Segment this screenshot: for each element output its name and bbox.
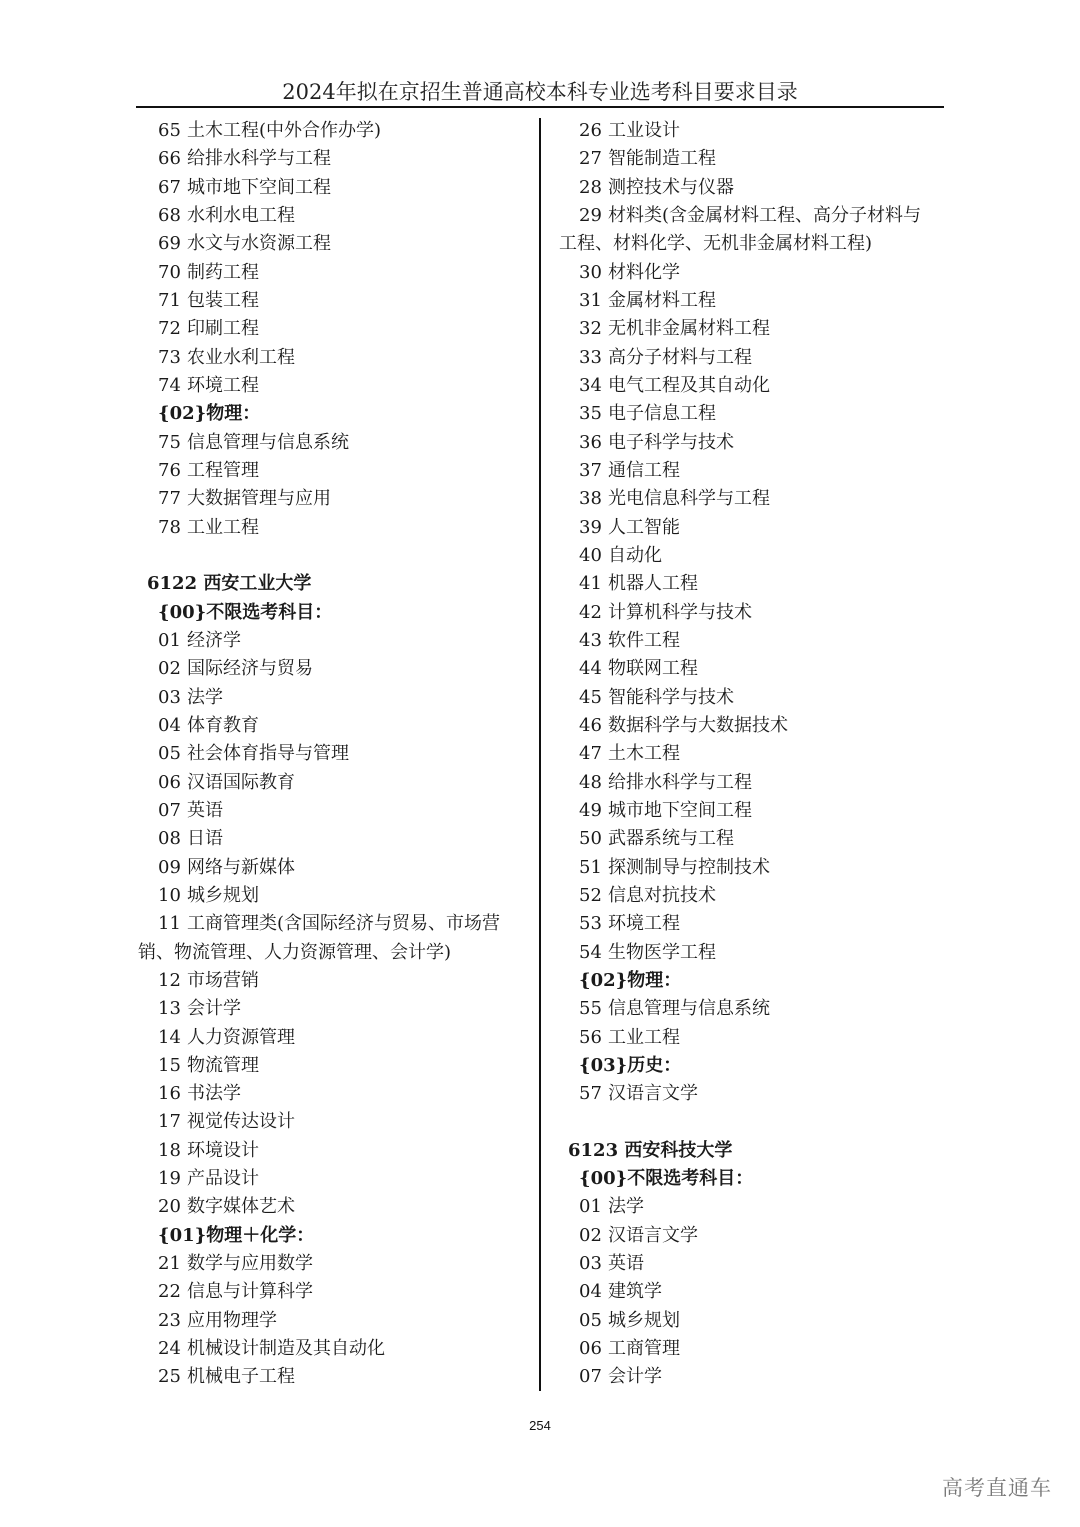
column-divider	[539, 118, 541, 1391]
major-code: 01	[158, 629, 181, 651]
major-code: 40	[579, 544, 602, 566]
major-code: 33	[579, 346, 602, 368]
major-code: 05	[579, 1309, 602, 1331]
major-item	[138, 627, 536, 655]
major-name: 信息与计算科学	[187, 1281, 313, 1303]
major-item	[559, 485, 949, 513]
major-code: 28	[579, 176, 602, 198]
major-code: 47	[579, 743, 602, 765]
major-name: 工业工程	[187, 516, 259, 538]
major-item	[559, 259, 949, 287]
major-item	[559, 315, 949, 343]
major-item	[559, 655, 949, 683]
major-code: 35	[579, 403, 602, 425]
left-column	[138, 117, 536, 1392]
major-item	[559, 1193, 949, 1221]
major-code: 19	[158, 1168, 181, 1190]
major-item	[559, 1250, 949, 1278]
major-name: 汉语言文学	[608, 1224, 698, 1246]
major-name: 农业水利工程	[187, 346, 295, 368]
major-name: 数据科学与大数据技术	[608, 714, 788, 736]
major-item	[559, 854, 949, 882]
major-name: 体育教育	[187, 714, 259, 736]
subject-requirement-heading: {00}不限选考科目：	[579, 1168, 754, 1190]
major-name: 电气工程及其自动化	[608, 374, 770, 396]
major-name: 印刷工程	[187, 318, 259, 340]
major-name: 水利水电工程	[187, 204, 295, 226]
major-item	[559, 514, 949, 542]
major-code: 67	[158, 176, 181, 198]
major-code: 25	[158, 1366, 181, 1388]
major-name: 探测制导与控制技术	[608, 856, 770, 878]
major-name: 网络与新媒体	[187, 856, 295, 878]
major-item	[138, 372, 536, 400]
major-name: 材料化学	[608, 261, 680, 283]
major-name: 环境工程	[187, 374, 259, 396]
major-item	[138, 797, 536, 825]
school-heading: 6122 西安工业大学	[147, 573, 312, 595]
major-item	[138, 655, 536, 683]
major-item	[138, 1165, 536, 1193]
subject-requirement-heading: {00}不限选考科目：	[158, 601, 333, 623]
major-item	[138, 967, 536, 995]
major-item	[559, 429, 949, 457]
major-item	[559, 939, 949, 967]
major-item	[138, 882, 536, 910]
major-code: 37	[579, 459, 602, 481]
major-item	[138, 1363, 536, 1391]
right-column	[559, 117, 949, 1392]
major-item	[138, 117, 536, 145]
major-code: 21	[158, 1253, 181, 1275]
major-item	[559, 1307, 949, 1335]
major-item	[138, 1108, 536, 1136]
major-item	[559, 542, 949, 570]
major-item	[559, 910, 949, 938]
major-item	[138, 825, 536, 853]
major-item	[559, 400, 949, 428]
page-number: 254	[529, 1418, 551, 1433]
major-code: 12	[158, 969, 181, 991]
major-item	[138, 740, 536, 768]
major-item	[138, 145, 536, 173]
major-code: 03	[579, 1253, 602, 1275]
major-name: 环境工程	[608, 913, 680, 935]
major-name: 计算机科学与技术	[608, 601, 752, 623]
major-name: 城市地下空间工程	[187, 176, 331, 198]
major-code: 26	[579, 120, 602, 141]
major-code: 69	[158, 233, 181, 255]
major-code: 71	[158, 289, 181, 311]
major-name: 社会体育指导与管理	[187, 743, 349, 765]
major-item	[559, 174, 949, 202]
major-name: 汉语国际教育	[187, 771, 295, 793]
major-code: 23	[158, 1309, 181, 1331]
major-code: 39	[579, 516, 602, 538]
major-code: 76	[158, 459, 181, 481]
major-item	[138, 854, 536, 882]
major-item	[138, 1137, 536, 1165]
major-code: 22	[158, 1281, 181, 1303]
major-code: 08	[158, 828, 181, 850]
major-name: 人力资源管理	[187, 1026, 295, 1048]
major-name-continuation: 销、物流管理、人力资源管理、会计学)	[138, 941, 452, 963]
major-name: 机械设计制造及其自动化	[187, 1338, 385, 1360]
major-code: 04	[158, 714, 181, 736]
major-item	[559, 145, 949, 173]
major-item	[138, 1080, 536, 1108]
major-name: 经济学	[187, 629, 241, 651]
major-item	[138, 769, 536, 797]
major-name: 高分子材料与工程	[608, 346, 752, 368]
major-item	[559, 627, 949, 655]
major-code: 77	[158, 488, 181, 510]
major-item	[559, 344, 949, 372]
major-name: 电子科学与技术	[608, 431, 734, 453]
major-item	[559, 1222, 949, 1250]
major-item	[138, 1307, 536, 1335]
major-code: 11	[158, 913, 181, 935]
major-name: 应用物理学	[187, 1309, 277, 1331]
major-name: 土木工程	[608, 743, 680, 765]
major-code: 34	[579, 374, 602, 396]
major-code: 68	[158, 204, 181, 226]
major-code: 75	[158, 431, 181, 453]
major-name: 建筑学	[608, 1281, 662, 1303]
major-name: 土木工程(中外合作办学)	[187, 120, 382, 141]
major-code: 04	[579, 1281, 602, 1303]
major-item	[138, 1278, 536, 1306]
major-code: 27	[579, 148, 602, 170]
major-code: 43	[579, 629, 602, 651]
major-item	[138, 230, 536, 258]
spacer	[138, 542, 536, 570]
major-name: 会计学	[608, 1366, 662, 1388]
major-item	[559, 769, 949, 797]
major-code: 74	[158, 374, 181, 396]
major-item	[559, 882, 949, 910]
major-code: 66	[158, 148, 181, 170]
major-code: 38	[579, 488, 602, 510]
major-name: 信息管理与信息系统	[608, 998, 770, 1020]
major-item	[559, 117, 949, 145]
major-name: 城乡规划	[187, 884, 259, 906]
major-item	[559, 684, 949, 712]
major-name: 信息管理与信息系统	[187, 431, 349, 453]
major-code: 42	[579, 601, 602, 623]
major-code: 31	[579, 289, 602, 311]
major-code: 20	[158, 1196, 181, 1218]
major-code: 41	[579, 573, 602, 595]
major-code: 44	[579, 658, 602, 680]
major-name: 环境设计	[187, 1139, 259, 1161]
major-name: 工业设计	[608, 120, 680, 141]
major-name: 给排水科学与工程	[187, 148, 331, 170]
major-name: 自动化	[608, 544, 662, 566]
major-item	[559, 1024, 949, 1052]
major-item	[559, 202, 949, 230]
major-code: 46	[579, 714, 602, 736]
subject-requirement-heading: {02}物理：	[579, 969, 682, 991]
major-item	[138, 514, 536, 542]
major-item	[138, 995, 536, 1023]
major-name: 工商管理	[608, 1338, 680, 1360]
major-name: 数字媒体艺术	[187, 1196, 295, 1218]
major-name: 英语	[187, 799, 223, 821]
major-item	[559, 797, 949, 825]
major-item	[138, 429, 536, 457]
major-code: 45	[579, 686, 602, 708]
major-name: 城乡规划	[608, 1309, 680, 1331]
major-code: 36	[579, 431, 602, 453]
major-code: 15	[158, 1054, 181, 1076]
major-item	[138, 1335, 536, 1363]
major-code: 24	[158, 1338, 181, 1360]
major-code: 50	[579, 828, 602, 850]
major-name: 软件工程	[608, 629, 680, 651]
major-name: 通信工程	[608, 459, 680, 481]
major-item	[138, 259, 536, 287]
major-code: 06	[579, 1338, 602, 1360]
major-item	[138, 174, 536, 202]
major-code: 10	[158, 884, 181, 906]
major-name: 生物医学工程	[608, 941, 716, 963]
major-name: 工程管理	[187, 459, 259, 481]
major-code: 14	[158, 1026, 181, 1048]
school-heading: 6123 西安科技大学	[568, 1139, 733, 1161]
major-item	[559, 372, 949, 400]
major-item	[138, 712, 536, 740]
major-code: 54	[579, 941, 602, 963]
major-name: 无机非金属材料工程	[608, 318, 770, 340]
major-name: 给排水科学与工程	[608, 771, 752, 793]
major-code: 57	[579, 1083, 602, 1105]
major-code: 02	[579, 1224, 602, 1246]
major-name: 英语	[608, 1253, 644, 1275]
major-name: 工业工程	[608, 1026, 680, 1048]
major-item	[138, 202, 536, 230]
major-item	[559, 1363, 949, 1391]
major-item	[559, 287, 949, 315]
major-name: 会计学	[187, 998, 241, 1020]
major-item	[138, 1250, 536, 1278]
major-item	[138, 1052, 536, 1080]
major-code: 06	[158, 771, 181, 793]
major-item	[138, 910, 536, 938]
major-name: 机械电子工程	[187, 1366, 295, 1388]
page-title: 2024年拟在京招生普通高校本科专业选考科目要求目录	[282, 80, 798, 104]
major-name: 日语	[187, 828, 223, 850]
major-name: 工商管理类(含国际经济与贸易、市场营	[187, 913, 501, 935]
major-code: 48	[579, 771, 602, 793]
subject-requirement-heading: {01}物理＋化学：	[158, 1224, 315, 1246]
major-name: 电子信息工程	[608, 403, 716, 425]
major-name: 城市地下空间工程	[608, 799, 752, 821]
major-item	[559, 457, 949, 485]
major-name: 国际经济与贸易	[187, 658, 313, 680]
subject-requirement-heading: {03}历史：	[579, 1054, 682, 1076]
major-code: 05	[158, 743, 181, 765]
major-code: 07	[579, 1366, 602, 1388]
major-code: 13	[158, 998, 181, 1020]
major-item	[559, 825, 949, 853]
major-name: 市场营销	[187, 969, 259, 991]
major-code: 09	[158, 856, 181, 878]
major-code: 49	[579, 799, 602, 821]
major-item	[138, 485, 536, 513]
major-code: 30	[579, 261, 602, 283]
major-item	[559, 1278, 949, 1306]
watermark: 高考直通车	[942, 1476, 1052, 1500]
major-code: 72	[158, 318, 181, 340]
subject-requirement-heading: {02}物理：	[158, 403, 261, 425]
major-code: 55	[579, 998, 602, 1020]
major-name: 智能制造工程	[608, 148, 716, 170]
major-name: 汉语言文学	[608, 1083, 698, 1105]
major-name: 视觉传达设计	[187, 1111, 295, 1133]
major-code: 18	[158, 1139, 181, 1161]
major-code: 03	[158, 686, 181, 708]
major-name: 包装工程	[187, 289, 259, 311]
major-code: 53	[579, 913, 602, 935]
major-name: 数学与应用数学	[187, 1253, 313, 1275]
major-name: 书法学	[187, 1083, 241, 1105]
major-name: 人工智能	[608, 516, 680, 538]
major-item	[559, 570, 949, 598]
major-code: 78	[158, 516, 181, 538]
major-name: 信息对抗技术	[608, 884, 716, 906]
major-item	[559, 1080, 949, 1108]
major-item	[138, 315, 536, 343]
major-code: 02	[158, 658, 181, 680]
major-code: 01	[579, 1196, 602, 1218]
major-code: 32	[579, 318, 602, 340]
major-code: 16	[158, 1083, 181, 1105]
major-item	[559, 1335, 949, 1363]
major-name: 法学	[187, 686, 223, 708]
major-name: 金属材料工程	[608, 289, 716, 311]
major-item	[559, 740, 949, 768]
major-code: 52	[579, 884, 602, 906]
major-item	[138, 1193, 536, 1221]
major-code: 29	[579, 204, 602, 226]
major-name: 智能科学与技术	[608, 686, 734, 708]
major-code: 73	[158, 346, 181, 368]
major-name: 武器系统与工程	[608, 828, 734, 850]
major-name: 光电信息科学与工程	[608, 488, 770, 510]
major-name: 制药工程	[187, 261, 259, 283]
major-item	[559, 599, 949, 627]
major-code: 65	[158, 120, 181, 141]
major-item	[138, 457, 536, 485]
major-name: 测控技术与仪器	[608, 176, 734, 198]
major-code: 70	[158, 261, 181, 283]
major-item	[138, 344, 536, 372]
major-item	[559, 995, 949, 1023]
major-item	[138, 684, 536, 712]
major-name: 物联网工程	[608, 658, 698, 680]
major-item	[138, 287, 536, 315]
major-name: 产品设计	[187, 1168, 259, 1190]
major-item	[559, 712, 949, 740]
major-name: 材料类(含金属材料工程、高分子材料与	[608, 204, 922, 226]
header-rule	[136, 106, 944, 108]
major-code: 17	[158, 1111, 181, 1133]
major-name: 物流管理	[187, 1054, 259, 1076]
major-name: 大数据管理与应用	[187, 488, 331, 510]
major-name: 法学	[608, 1196, 644, 1218]
major-code: 51	[579, 856, 602, 878]
major-name: 机器人工程	[608, 573, 698, 595]
major-item	[138, 1024, 536, 1052]
major-name-continuation: 工程、材料化学、无机非金属材料工程)	[559, 233, 873, 255]
spacer	[559, 1108, 949, 1136]
major-code: 07	[158, 799, 181, 821]
major-code: 56	[579, 1026, 602, 1048]
major-name: 水文与水资源工程	[187, 233, 331, 255]
